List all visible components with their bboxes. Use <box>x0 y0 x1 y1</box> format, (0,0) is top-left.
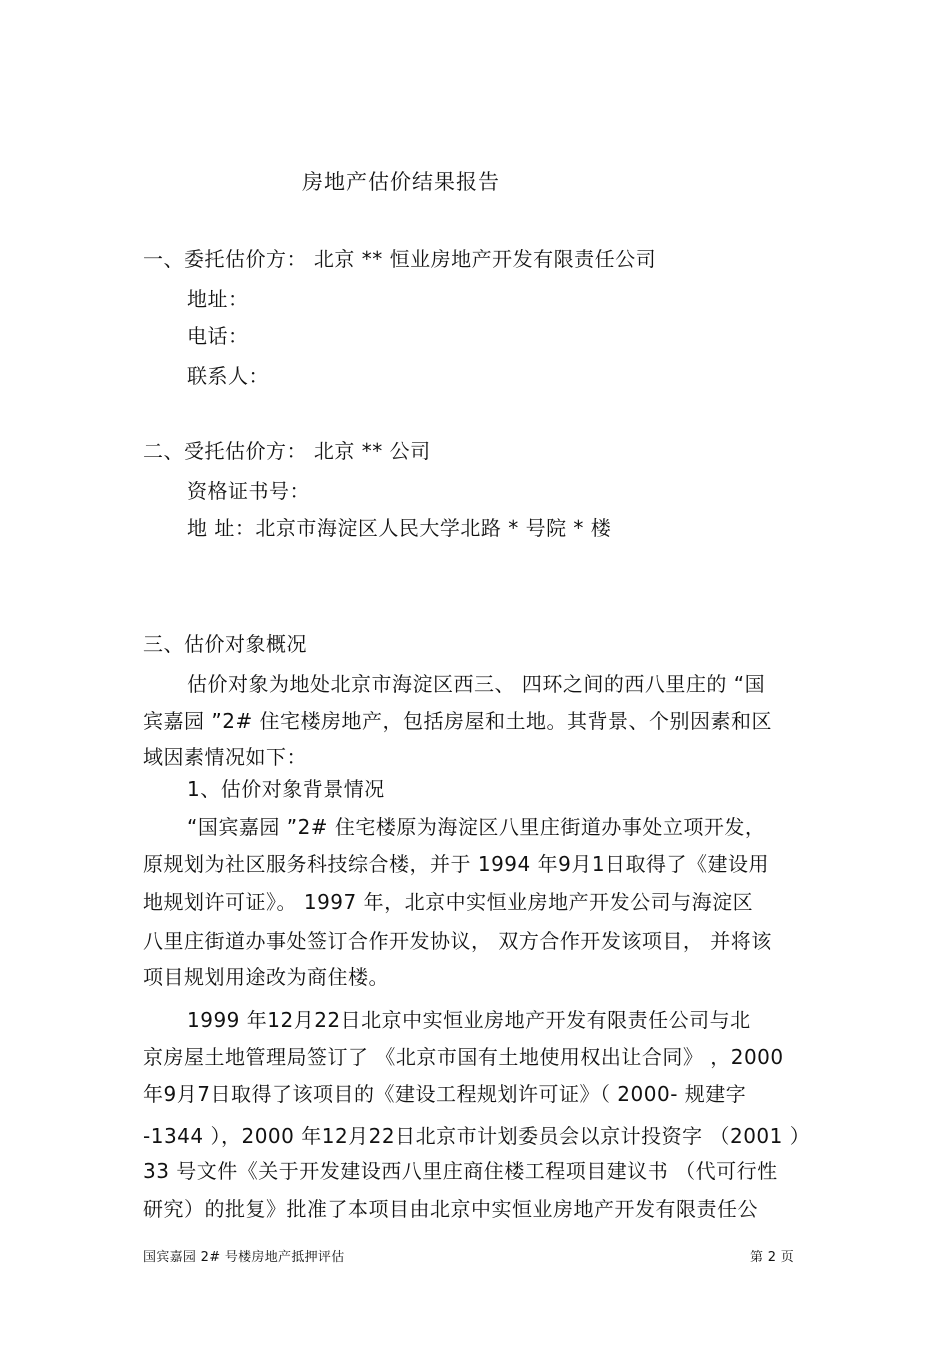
client-contact: 联系人： <box>187 364 269 388</box>
appraiser-address: 地 址：北京市海淀区人民大学北路 * 号院 * 楼 <box>187 516 612 540</box>
footer-left: 国宾嘉园 2# 号楼房地产抵押评估 <box>143 1250 345 1265</box>
background-line: 八里庄街道办事处签订合作开发协议， 双方合作开发该项目， 并将该 <box>143 929 772 953</box>
client-heading: 一、委托估价方： 北京 ** 恒业房地产开发有限责任公司 <box>143 247 657 271</box>
background-line: 地规划许可证》。 1997 年，北京中实恒业房地产开发公司与海淀区 <box>143 890 754 914</box>
page-number: 第 2 页 <box>750 1250 795 1265</box>
report-title: 房地产估价结果报告 <box>302 170 500 194</box>
background-line: 原规划为社区服务科技综合楼，并于 1994 年9月1日取得了《建设用 <box>143 852 770 876</box>
overview-heading: 三、估价对象概况 <box>143 632 307 656</box>
appraiser-heading: 二、受托估价方： 北京 ** 公司 <box>143 439 431 463</box>
background-line: “国宾嘉园 ”2# 住宅楼原为海淀区八里庄街道办事处立项开发， <box>187 815 766 839</box>
history-line: 33 号文件《关于开发建设西八里庄商住楼工程项目建议书 （代可行性 <box>143 1159 778 1183</box>
appraiser-cert: 资格证书号： <box>187 479 310 503</box>
history-line: 研究）的批复》批准了本项目由北京中实恒业房地产开发有限责任公 <box>143 1197 758 1221</box>
overview-line: 宾嘉园 ”2# 住宅楼房地产，包括房屋和土地。其背景、个别因素和区 <box>143 709 773 733</box>
history-line: 1999 年12月22日北京中实恒业房地产开发有限责任公司与北 <box>187 1008 751 1032</box>
background-line: 项目规划用途改为商住楼。 <box>143 965 389 989</box>
history-line: 年9月7日取得了该项目的《建设工程规划许可证》（ 2000- 规建字 <box>143 1082 747 1106</box>
overview-line: 估价对象为地处北京市海淀区西三、 四环之间的西八里庄的 “国 <box>187 672 766 696</box>
history-line: 京房屋土地管理局签订了 《北京市国有土地使用权出让合同》 ，2000 <box>143 1045 784 1069</box>
overview-line: 域因素情况如下： <box>143 745 307 769</box>
history-line: -1344 ），2000 年12月22日北京市计划委员会以京计投资字 （2001 ） <box>143 1124 811 1148</box>
client-address: 地址： <box>187 287 249 311</box>
background-subheading: 1、估价对象背景情况 <box>187 777 385 801</box>
client-phone: 电话： <box>187 324 249 348</box>
